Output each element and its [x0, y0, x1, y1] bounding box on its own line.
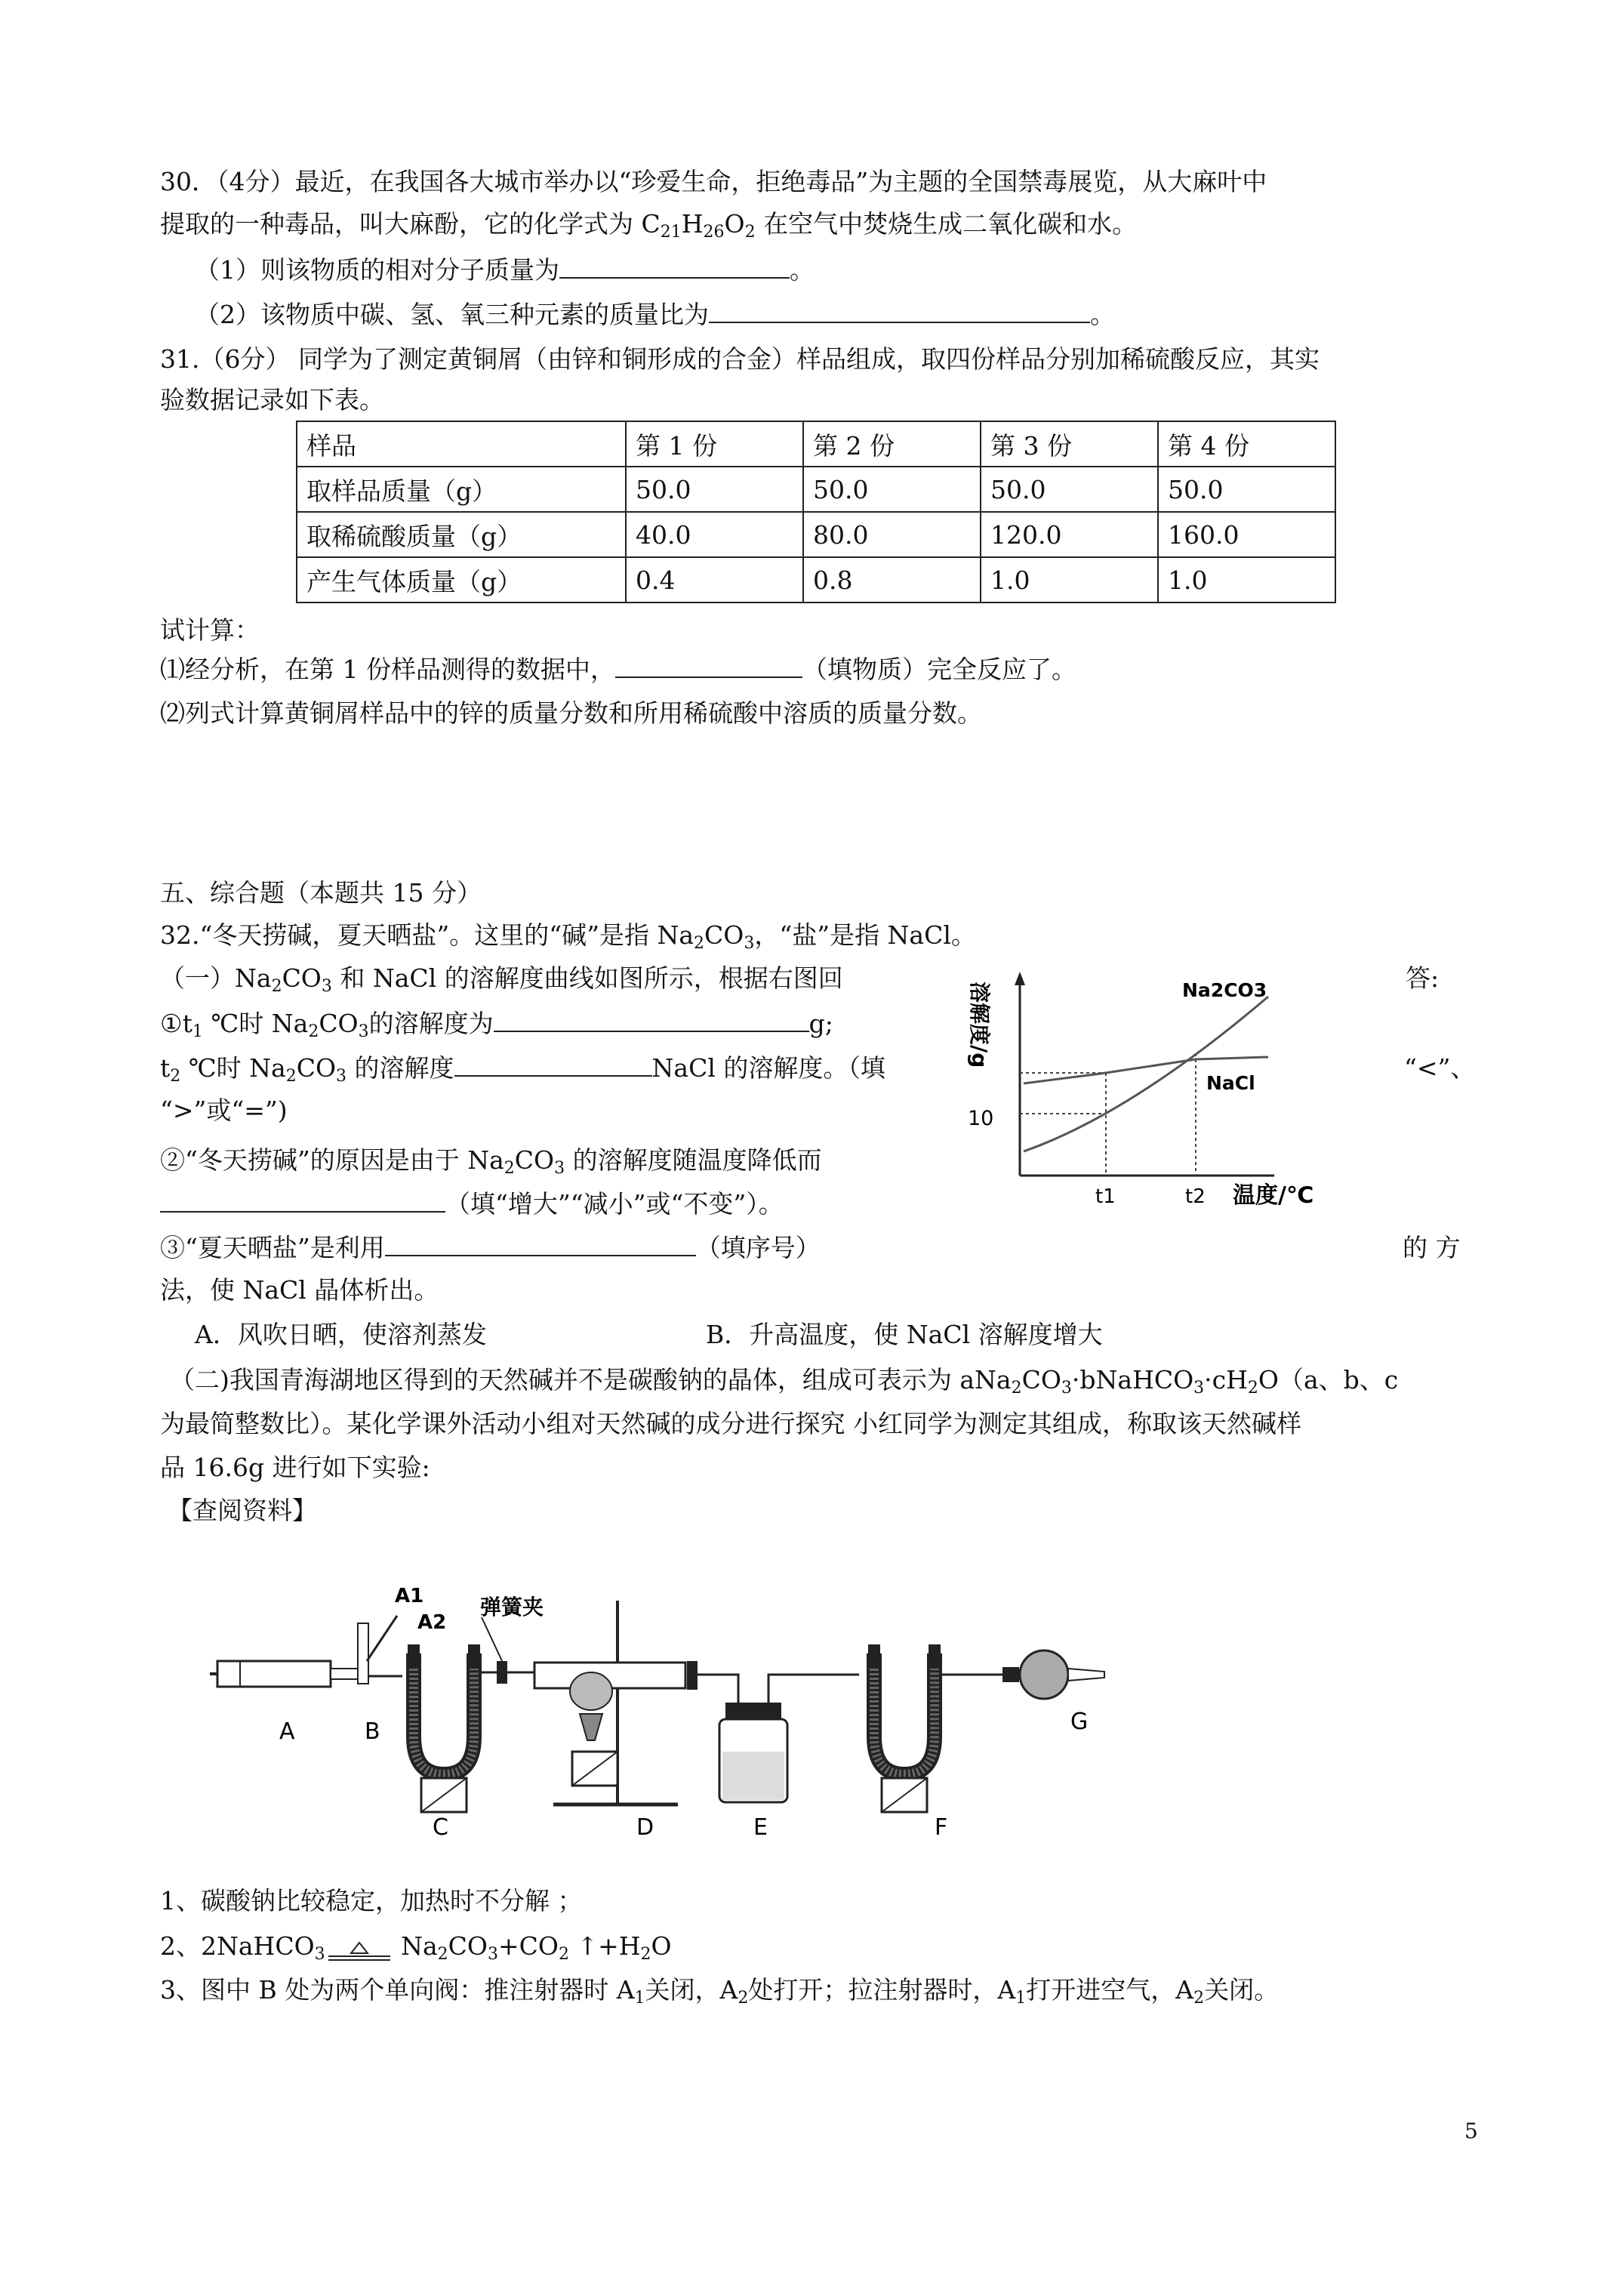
label-f: F — [935, 1814, 948, 1841]
table-row — [297, 557, 1335, 603]
table-cell: 50.0 — [981, 467, 1158, 512]
q31-calc: 试计算： — [160, 615, 260, 645]
u-tube-c — [408, 1644, 480, 1812]
table-row — [297, 467, 1335, 512]
table-cell: 120.0 — [981, 512, 1158, 557]
table-cell: 1.0 — [1158, 557, 1335, 603]
q30-line2: 提取的一种毒品，叫大麻酚，它的化学式为 $C_{21}H_{26}O_2$ 在空气中焚烧生成二氧化碳和水。 — [160, 209, 1138, 242]
solubility-chart — [957, 963, 1380, 1219]
answer-blank[interactable] — [559, 253, 790, 279]
table-header-row — [297, 421, 1335, 467]
experiment-data-table — [296, 421, 1336, 603]
label-g: G — [1070, 1709, 1089, 1735]
label-a: A — [279, 1718, 295, 1745]
q32-part1-end: 答: — [1406, 963, 1440, 993]
y-tick-label: 10 — [968, 1107, 994, 1130]
table-cell: 取样品质量（g） — [297, 467, 626, 512]
heat-symbol — [325, 1937, 393, 1959]
table-header-cell: 第 1 份 — [626, 421, 803, 467]
label-d: D — [636, 1814, 654, 1841]
answer-blank[interactable] — [160, 1187, 445, 1213]
label-e: E — [753, 1814, 768, 1841]
table-header-cell: 样品 — [297, 421, 626, 467]
syringe-a — [210, 1661, 361, 1687]
table-header-cell: 第 4 份 — [1158, 421, 1335, 467]
label-clamp: 弹簧夹 — [480, 1595, 544, 1620]
q32-part2-line1: （二)我国青海湖地区得到的天然碱并不是碳酸钠的晶体，组成可表示为 $aNa_2CO_3\cdot bNaHCO_3\cdot cH_2O(a$、b、c — [170, 1365, 1399, 1398]
table-header-cell: 第 3 份 — [981, 421, 1158, 467]
table-cell: 1.0 — [981, 557, 1158, 603]
q32-q2b: “>”或“=”) — [160, 1096, 288, 1125]
table-cell: 0.8 — [803, 557, 981, 603]
reference-heading: 【查阅资料】 — [168, 1496, 317, 1525]
drying-tube-g — [941, 1650, 1104, 1699]
q32-part2-line2: 为最简整数比）。某化学课外活动小组对天然碱的成分进行探究 小红同学为测定其组成，称取该天然碱样 — [160, 1409, 1301, 1438]
label-b: B — [365, 1718, 380, 1745]
table-cell: 40.0 — [626, 512, 803, 557]
q32-q2-end: “<”、 — [1404, 1053, 1476, 1083]
table-cell: 产生气体质量（g） — [297, 557, 626, 603]
table-cell: 50.0 — [626, 467, 803, 512]
x-axis-label: 温度/℃ — [1233, 1182, 1314, 1209]
heating-tube-d — [534, 1601, 698, 1804]
x-tick-t2: t2 — [1185, 1185, 1206, 1208]
q32-q4b: 法，使 NaCl 晶体析出。 — [160, 1275, 439, 1305]
q32-line1: 32.“冬天捞碱，夏天晒盐”。这里的“碱”是指 $Na_2CO_3$，“盐”是指 NaCl。 — [160, 920, 976, 953]
bottle-e — [719, 1703, 787, 1802]
series-label-na2co3: Na2CO3 — [1182, 979, 1267, 1001]
label-a2: A2 — [417, 1611, 447, 1634]
q32-q3b: （填“增大”“减小”或“不变”）。 — [160, 1187, 784, 1222]
y-axis-arrow — [1015, 972, 1025, 985]
reference-2: 2、2NaHCO$_3$ $Na_2CO_3+CO_2$ $↑+H_2O$ — [160, 1931, 672, 1964]
table-cell: 50.0 — [803, 467, 981, 512]
q32-q4: ③“夏天晒盐”是利用 （填序号） — [160, 1231, 821, 1265]
q31-part2: ⑵列式计算黄铜屑样品中的锌的质量分数和所用稀硫酸中溶质的质量分数。 — [160, 698, 982, 728]
q32-q3: ②“冬天捞碱”的原因是由于 $Na_2CO_3$ 的溶解度随温度降低而 — [160, 1145, 822, 1178]
answer-blank[interactable] — [615, 652, 802, 678]
q30-sub2: （2）该物质中碳、氢、氧三种元素的质量比为 。 — [195, 297, 1115, 332]
answer-blank[interactable] — [454, 1051, 652, 1077]
q31-part1: ⑴经分析，在第 1 份样品测得的数据中， （填物质）完全反应了。 — [160, 652, 1076, 687]
series-label-nacl: NaCl — [1206, 1072, 1255, 1094]
option-b: B．升高温度，使 NaCl 溶解度增大 — [706, 1320, 1103, 1349]
valve-b — [358, 1616, 402, 1684]
section-heading: 五、综合题（本题共 15 分） — [160, 878, 482, 908]
table-cell: 50.0 — [1158, 467, 1335, 512]
q31-line1: 31.（6分） 同学为了测定黄铜屑（由锌和铜形成的合金）样品组成，取四份样品分别加稀硫酸反应，其实 — [160, 344, 1320, 374]
table-cell: 160.0 — [1158, 512, 1335, 557]
q32-q4-end: 的 方 — [1403, 1233, 1461, 1262]
answer-blank[interactable] — [494, 1006, 809, 1032]
x-tick-t1: t1 — [1095, 1185, 1116, 1208]
q32-q2: $t_2$ ℃时 $Na_2CO_3$ 的溶解度 NaCl 的溶解度。（填 — [160, 1051, 885, 1094]
table-cell: 0.4 — [626, 557, 803, 603]
label-c: C — [433, 1814, 448, 1841]
reference-3: 3、图中 B 处为两个单向阀：推注射器时 $A_1$关闭，$A_2$处打开；拉注射器时，$A_1$打开进空气，$A_2$关闭。 — [160, 1975, 1280, 2008]
y-axis-label: 溶解度/g — [967, 982, 992, 1068]
q30-line1: 30．（4分）最近，在我国各大城市举办以“珍爱生命，拒绝毒品”为主题的全国禁毒展览，从大麻叶中 — [160, 167, 1267, 196]
table-cell: 取稀硫酸质量（g） — [297, 512, 626, 557]
label-a1: A1 — [395, 1585, 424, 1607]
option-a: A．风吹日晒，使溶剂蒸发 — [195, 1320, 487, 1349]
table-cell: 80.0 — [803, 512, 981, 557]
page-number: 5 — [1464, 2119, 1478, 2143]
apparatus-diagram — [210, 1548, 1123, 1842]
q32-part1-intro: （一）$Na_2CO_3$ 和 NaCl 的溶解度曲线如图所示，根据右图回 — [160, 963, 843, 996]
q31-line2: 验数据记录如下表。 — [160, 385, 384, 415]
spring-clamp — [480, 1617, 534, 1684]
u-tube-f — [868, 1644, 941, 1812]
reference-1: 1、碳酸钠比较稳定，加热时不分解 ； — [160, 1886, 583, 1915]
answer-blank[interactable] — [709, 297, 1090, 323]
table-row — [297, 512, 1335, 557]
table-header-cell: 第 2 份 — [803, 421, 981, 467]
q32-part2-line3: 品 16.6g 进行如下实验: — [160, 1453, 430, 1482]
q32-q1: $①t_1$ ℃时 $Na_2CO_3$的溶解度为 g; — [160, 1006, 833, 1049]
answer-blank[interactable] — [385, 1231, 696, 1256]
q30-sub1: （1）则该物质的相对分子质量为 。 — [195, 253, 815, 288]
